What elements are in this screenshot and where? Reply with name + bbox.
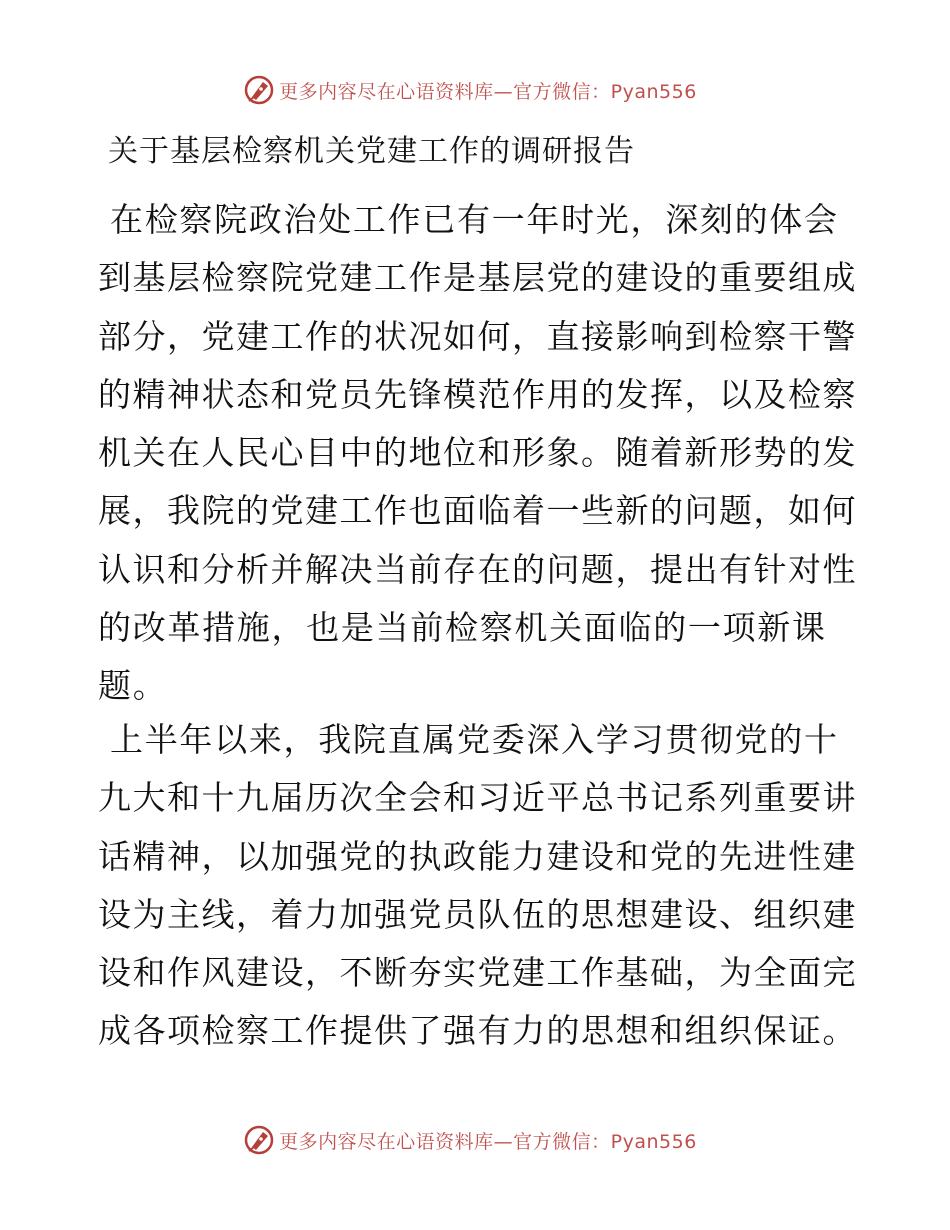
- paragraph-1-line: 的改革措施，也是当前检察机关面临的一项新课: [98, 608, 827, 648]
- paragraph-2-line: 上半年以来，我院直属党委深入学习贯彻党的十: [110, 720, 839, 759]
- paragraph-2: [98, 711, 858, 1061]
- paragraph-1-line: 展，我院的党建工作也面临着一些新的问题，如何: [98, 491, 857, 531]
- header-banner-content: [243, 74, 697, 106]
- paragraph-1-line: 到基层检察院党建工作是基层党的建设的重要组成: [98, 258, 857, 298]
- paragraph-1: [98, 191, 858, 716]
- paragraph-2-line: 设为主线，着力加强党员队伍的思想建设、组织建: [98, 894, 857, 934]
- paragraph-1-line: 机关在人民心目中的地位和形象。随着新形势的发: [98, 433, 857, 473]
- paragraph-1-line: 部分，党建工作的状况如何，直接影响到检察干警: [98, 316, 857, 356]
- paragraph-1-line: 在检察院政治处工作已有一年时光，深刻的体会: [110, 200, 839, 239]
- paragraph-2-line: 成各项检察工作提供了强有力的思想和组织保证。: [98, 1011, 857, 1051]
- paragraph-1-line: 的精神状态和党员先锋模范作用的发挥，以及检察: [98, 374, 857, 414]
- paragraph-1-line: 题。: [98, 666, 168, 706]
- paragraph-1-line: 认识和分析并解决当前存在的问题，提出有针对性: [98, 549, 857, 589]
- paragraph-2-line: 话精神，以加强党的执政能力建设和党的先进性建: [98, 836, 857, 876]
- document-title: 关于基层检察机关党建工作的调研报告: [108, 134, 635, 169]
- footer-banner: [0, 1122, 950, 1158]
- paragraph-2-line: 九大和十九届历次全会和习近平总书记系列重要讲: [98, 778, 857, 818]
- footer-banner-text: 更多内容尽在心语资料库—官方微信：Pyan556: [279, 1130, 697, 1153]
- pen-nib-logo-icon: [243, 74, 275, 106]
- header-banner: [0, 72, 950, 108]
- pen-nib-logo-icon: [243, 1124, 275, 1156]
- header-banner-text: 更多内容尽在心语资料库—官方微信：Pyan556: [279, 80, 697, 103]
- paragraph-2-line: 设和作风建设，不断夯实党建工作基础，为全面完: [98, 953, 857, 993]
- footer-banner-content: [243, 1124, 697, 1156]
